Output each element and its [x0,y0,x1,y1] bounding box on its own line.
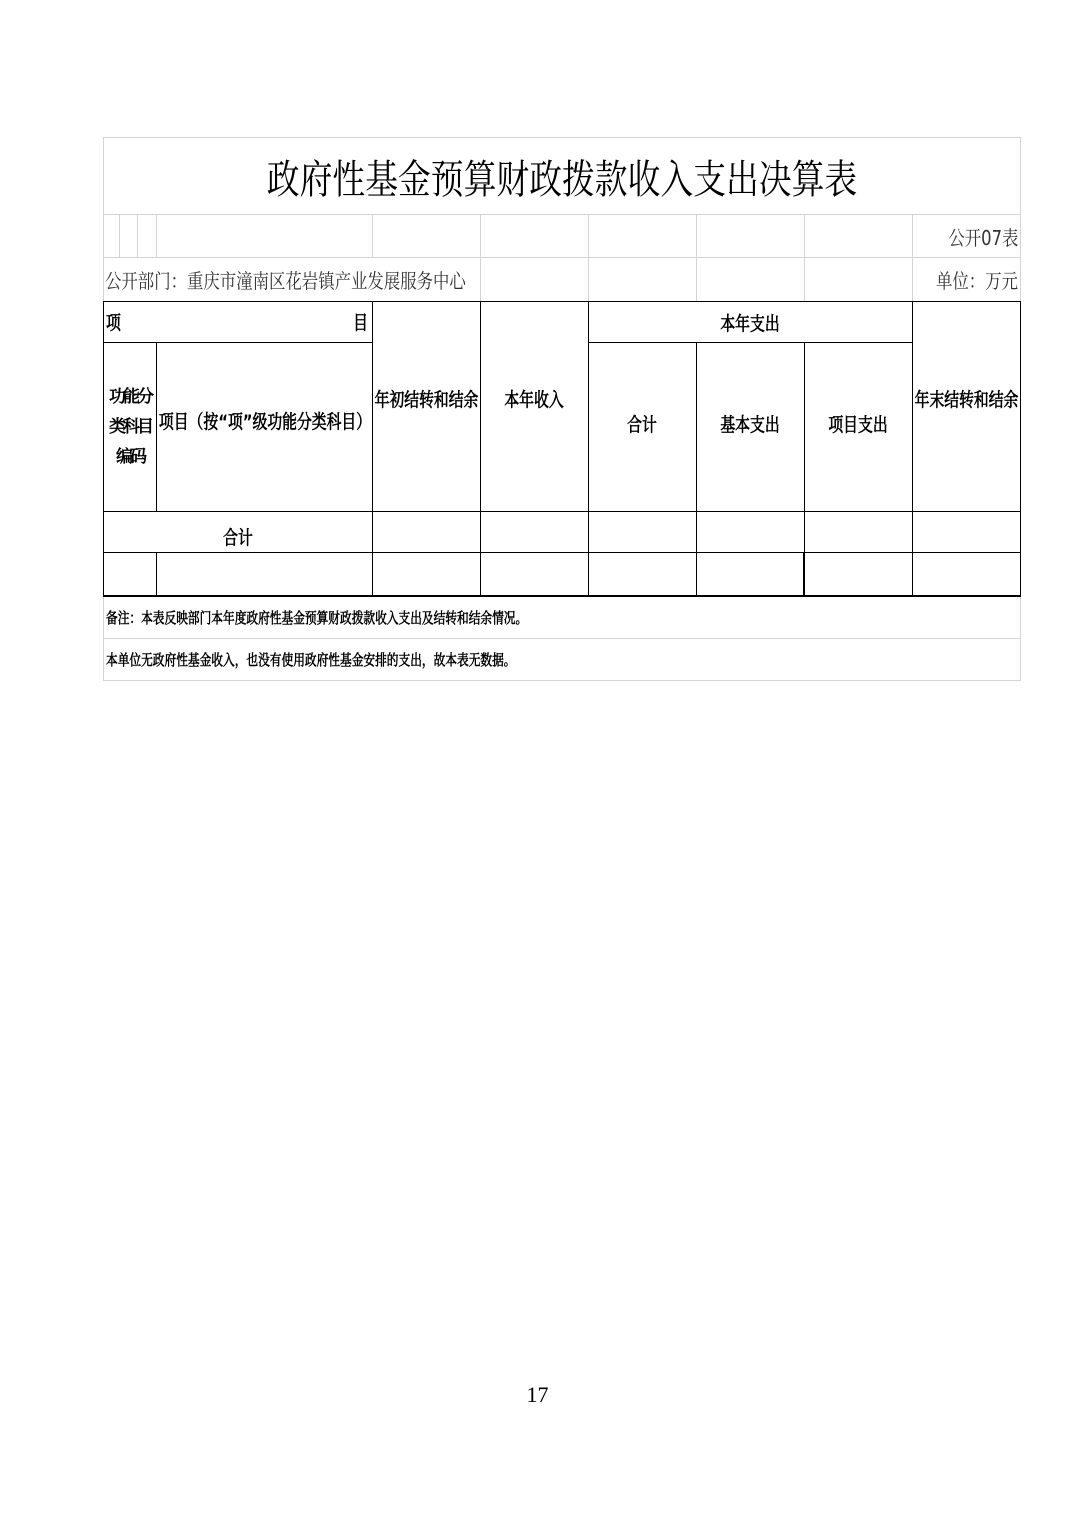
note-row-2 [103,639,1021,681]
project-expense-label: 项目支出 [828,413,889,436]
total-row-cell [481,512,589,553]
grid-cell [481,258,589,301]
data-row-cell [103,553,157,597]
title-cell [103,137,1021,215]
note-row-1 [103,597,1021,639]
expense-total-label: 合计 [627,413,658,436]
basic-expense-label: 基本支出 [720,413,781,436]
total-row-cell [373,512,481,553]
total-row-cell [913,512,1021,553]
department-label: 公开部门：重庆市潼南区花岩镇产业发展服务中心 [105,269,466,293]
expense-total-header [589,343,697,512]
form-code-cell [913,215,1021,258]
department-cell [103,258,481,301]
table-title: 政府性基金预算财政拨款收入支出决算表 [266,156,858,203]
unit-label: 单位：万元 [936,269,1018,293]
data-row-cell [805,553,913,597]
grid-cell [589,258,697,301]
grid-cell [697,258,805,301]
total-row-cell [589,512,697,553]
opening-balance-header [373,301,481,512]
grid-cell [805,258,913,301]
grid-cell [373,215,481,258]
grid-cell [481,215,589,258]
project-expense-header [805,343,913,512]
data-row-cell [697,553,805,597]
grid-cell [157,215,373,258]
current-expense-label: 本年支出 [720,312,781,335]
total-row-label: 合计 [223,526,253,549]
closing-balance-label: 年末结转和结余 [914,389,1019,411]
code-column-label: 功能分类科目编码 [109,387,151,467]
current-income-label: 本年收入 [504,389,565,411]
grid-cell [697,215,805,258]
name-column-label: 项目（按“项”级功能分类科目） [158,410,371,433]
code-column-header [103,343,157,512]
data-row-cell [157,553,373,597]
grid-cell [138,215,157,258]
note-text-2: 本单位无政府性基金收入，也没有使用政府性基金安排的支出，故本表无数据。 [106,651,516,669]
total-row-label-cell [103,512,373,553]
current-expense-header [589,301,913,343]
data-row-cell [373,553,481,597]
total-row-cell [697,512,805,553]
page-number: 17 [526,1382,549,1407]
unit-cell [913,258,1021,301]
item-header-right: 目 [353,312,368,334]
data-row-cell [589,553,697,597]
basic-expense-header [697,343,805,512]
opening-balance-label: 年初结转和结余 [374,389,479,411]
note-text-1: 备注：本表反映部门本年度政府性基金预算财政拨款收入支出及结转和结余情况。 [106,609,528,627]
name-column-header [157,343,373,512]
grid-cell [589,215,697,258]
form-code: 公开07表 [947,225,1018,250]
total-row-cell [805,512,913,553]
data-row-cell [913,553,1021,597]
closing-balance-header [913,301,1021,512]
grid-cell [805,215,913,258]
grid-cell [120,215,138,258]
grid-cell [103,215,120,258]
item-header-cell [103,301,373,343]
item-header-left: 项 [106,312,121,334]
current-income-header [481,301,589,512]
data-row-cell [481,553,589,597]
fund-budget-table [103,137,1021,681]
